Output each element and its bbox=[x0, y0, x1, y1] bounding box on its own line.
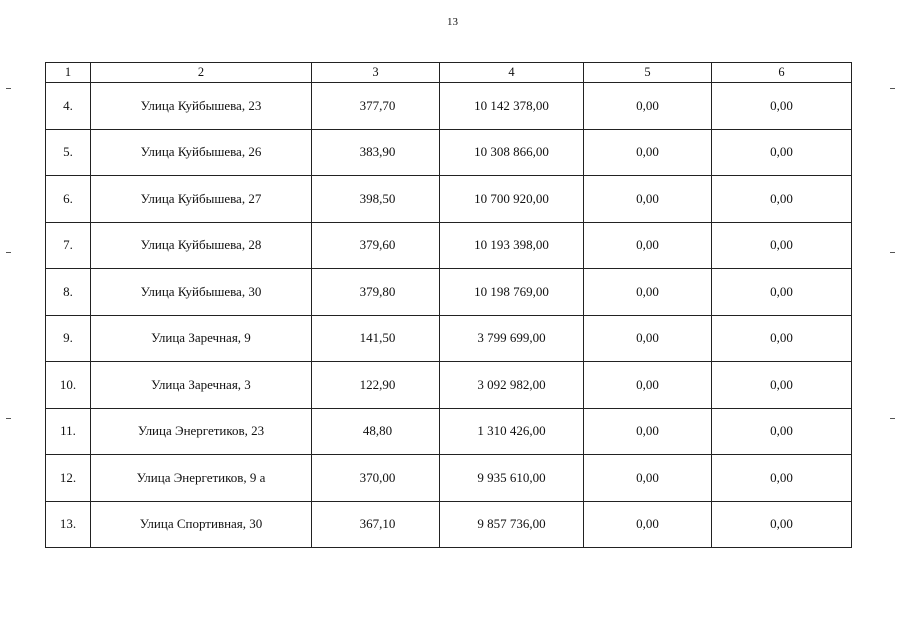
amount-cell: 9 935 610,00 bbox=[440, 455, 584, 502]
area-cell: 398,50 bbox=[312, 176, 440, 223]
data-table bbox=[45, 62, 852, 548]
value-cell: 0,00 bbox=[712, 408, 852, 455]
address-cell: Улица Куйбышева, 23 bbox=[91, 83, 312, 130]
margin-tick bbox=[890, 418, 895, 419]
value-cell: 0,00 bbox=[712, 362, 852, 409]
address-cell: Улица Энергетиков, 23 bbox=[91, 408, 312, 455]
value-cell: 0,00 bbox=[712, 83, 852, 130]
table-row bbox=[46, 315, 852, 362]
row-number: 4. bbox=[46, 83, 91, 130]
row-number: 10. bbox=[46, 362, 91, 409]
value-cell: 0,00 bbox=[712, 315, 852, 362]
table-row bbox=[46, 501, 852, 548]
value-cell: 0,00 bbox=[584, 315, 712, 362]
area-cell: 379,60 bbox=[312, 222, 440, 269]
address-cell: Улица Энергетиков, 9 а bbox=[91, 455, 312, 502]
area-cell: 377,70 bbox=[312, 83, 440, 130]
amount-cell: 10 193 398,00 bbox=[440, 222, 584, 269]
row-number: 13. bbox=[46, 501, 91, 548]
value-cell: 0,00 bbox=[584, 83, 712, 130]
area-cell: 370,00 bbox=[312, 455, 440, 502]
address-cell: Улица Заречная, 9 bbox=[91, 315, 312, 362]
column-header: 6 bbox=[712, 63, 852, 83]
value-cell: 0,00 bbox=[712, 269, 852, 316]
margin-tick bbox=[890, 88, 895, 89]
value-cell: 0,00 bbox=[584, 501, 712, 548]
row-number: 7. bbox=[46, 222, 91, 269]
area-cell: 383,90 bbox=[312, 129, 440, 176]
row-number: 8. bbox=[46, 269, 91, 316]
value-cell: 0,00 bbox=[584, 176, 712, 223]
area-cell: 48,80 bbox=[312, 408, 440, 455]
value-cell: 0,00 bbox=[712, 176, 852, 223]
area-cell: 122,90 bbox=[312, 362, 440, 409]
value-cell: 0,00 bbox=[584, 408, 712, 455]
column-header: 4 bbox=[440, 63, 584, 83]
margin-tick bbox=[890, 252, 895, 253]
column-header: 1 bbox=[46, 63, 91, 83]
table-row bbox=[46, 129, 852, 176]
amount-cell: 9 857 736,00 bbox=[440, 501, 584, 548]
page-number: 13 bbox=[447, 16, 458, 28]
header-row bbox=[46, 63, 852, 83]
address-cell: Улица Спортивная, 30 bbox=[91, 501, 312, 548]
address-cell: Улица Заречная, 3 bbox=[91, 362, 312, 409]
table-row bbox=[46, 408, 852, 455]
area-cell: 141,50 bbox=[312, 315, 440, 362]
margin-tick bbox=[6, 252, 11, 253]
area-cell: 367,10 bbox=[312, 501, 440, 548]
column-header: 5 bbox=[584, 63, 712, 83]
column-header: 3 bbox=[312, 63, 440, 83]
value-cell: 0,00 bbox=[712, 501, 852, 548]
address-cell: Улица Куйбышева, 28 bbox=[91, 222, 312, 269]
table-row bbox=[46, 222, 852, 269]
value-cell: 0,00 bbox=[584, 129, 712, 176]
row-number: 11. bbox=[46, 408, 91, 455]
row-number: 12. bbox=[46, 455, 91, 502]
table-row bbox=[46, 176, 852, 223]
margin-tick bbox=[6, 88, 11, 89]
table-row bbox=[46, 362, 852, 409]
margin-tick bbox=[6, 418, 11, 419]
value-cell: 0,00 bbox=[584, 362, 712, 409]
table-row bbox=[46, 269, 852, 316]
amount-cell: 10 308 866,00 bbox=[440, 129, 584, 176]
amount-cell: 3 799 699,00 bbox=[440, 315, 584, 362]
area-cell: 379,80 bbox=[312, 269, 440, 316]
value-cell: 0,00 bbox=[584, 455, 712, 502]
value-cell: 0,00 bbox=[712, 455, 852, 502]
amount-cell: 1 310 426,00 bbox=[440, 408, 584, 455]
address-cell: Улица Куйбышева, 26 bbox=[91, 129, 312, 176]
address-cell: Улица Куйбышева, 30 bbox=[91, 269, 312, 316]
table-row bbox=[46, 455, 852, 502]
row-number: 5. bbox=[46, 129, 91, 176]
amount-cell: 10 700 920,00 bbox=[440, 176, 584, 223]
value-cell: 0,00 bbox=[712, 222, 852, 269]
value-cell: 0,00 bbox=[584, 222, 712, 269]
address-cell: Улица Куйбышева, 27 bbox=[91, 176, 312, 223]
amount-cell: 10 198 769,00 bbox=[440, 269, 584, 316]
amount-cell: 10 142 378,00 bbox=[440, 83, 584, 130]
value-cell: 0,00 bbox=[584, 269, 712, 316]
row-number: 6. bbox=[46, 176, 91, 223]
amount-cell: 3 092 982,00 bbox=[440, 362, 584, 409]
table-row bbox=[46, 83, 852, 130]
value-cell: 0,00 bbox=[712, 129, 852, 176]
row-number: 9. bbox=[46, 315, 91, 362]
column-header: 2 bbox=[91, 63, 312, 83]
